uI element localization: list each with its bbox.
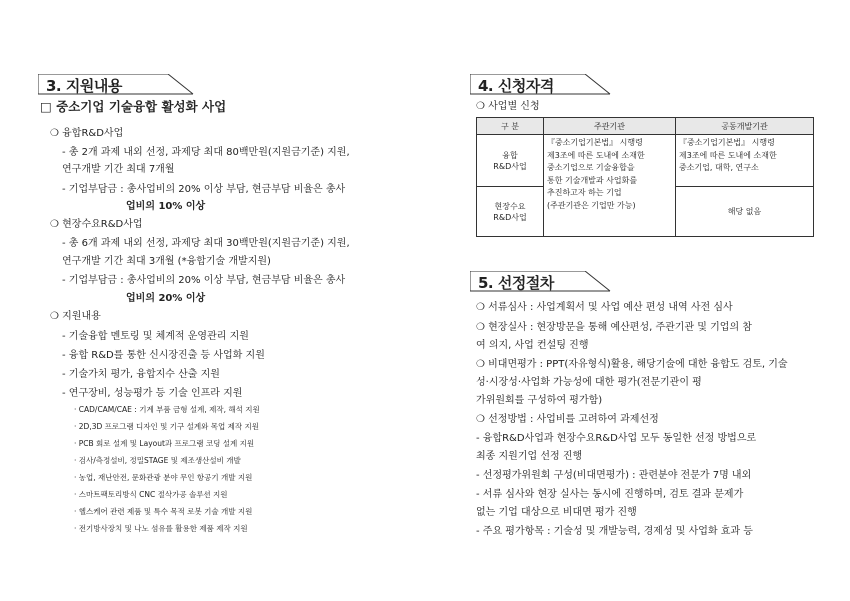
support-sub-item: · 전기방사장치 및 나노 섬유를 활용한 제품 제작 지원 bbox=[74, 524, 248, 533]
step-line: - 서류 심사와 현장 실사는 동시에 진행하며, 검토 결과 문제가 bbox=[476, 489, 744, 500]
support-sub-item: · 2D,3D 프로그램 디자인 및 기구 설계와 목업 제작 지원 bbox=[74, 422, 259, 431]
step-line: 성·시장성·사업화 가능성에 대한 평가(전문기관이 평 bbox=[476, 377, 702, 388]
step-line: 가위원회를 구성하여 평가함) bbox=[476, 395, 603, 406]
row-label: 현장수요 R&D사업 bbox=[477, 187, 544, 237]
business-subtitle: □ 중소기업 기술융합 활성화 사업 bbox=[40, 99, 227, 114]
section5-header bbox=[470, 271, 610, 292]
step-line: - 주요 평가항목 : 기술성 및 개발능력, 경제성 및 사업화 효과 등 bbox=[476, 526, 753, 537]
step-line: 없는 기업 대상으로 비대면 평가 진행 bbox=[476, 507, 637, 518]
rnd-line: - 기업부담금 : 총사업비의 20% 이상 부담, 현금부담 비율은 총사 bbox=[62, 184, 346, 195]
step-line: ❍ 서류심사 : 사업계획서 및 사업 예산 편성 내역 사전 심사 bbox=[476, 302, 733, 313]
section4-header bbox=[470, 74, 610, 95]
rnd-line: 업비의 10% 이상 bbox=[126, 201, 206, 212]
support-sub-item: · 헬스케어 관련 제품 및 특수 목적 로봇 기술 개발 지원 bbox=[74, 507, 253, 516]
rnd-line: 연구개발 기간 최대 7개월 bbox=[62, 164, 175, 175]
section4-sub: ❍ 사업별 신청 bbox=[476, 101, 540, 112]
step-line: ❍ 현장실사 : 현장방문을 통해 예산편성, 주관기관 및 기업의 참 bbox=[476, 322, 752, 333]
joint-cell: 『중소기업기본법』 시행령 제3조에 따른 도내에 소재한 중소기업, 대학, 연구소 bbox=[676, 135, 814, 187]
table-header: 공동개발기관 bbox=[676, 118, 814, 135]
row-label: 융합 R&D사업 bbox=[477, 135, 544, 187]
demand-line: 연구개발 기간 최대 3개월 (*융합기술 개발지원) bbox=[62, 256, 271, 267]
support-item: - 연구장비, 성능평가 등 기술 인프라 지원 bbox=[62, 388, 243, 399]
section4-title: 4. 신청자격 bbox=[478, 77, 554, 95]
step-line: ❍ 선정방법 : 사업비를 고려하여 과제선정 bbox=[476, 414, 659, 425]
step-line: ❍ 비대면평가 : PPT(자유형식)활용, 해당기술에 대한 융합도 검토, 기술 bbox=[476, 359, 788, 370]
demand-line: 업비의 20% 이상 bbox=[126, 293, 206, 304]
support-label: ❍ 지원내용 bbox=[50, 311, 101, 322]
table-header: 주관기관 bbox=[544, 118, 676, 135]
step-line: - 융합R&D사업과 현장수요R&D사업 모두 동일한 선정 방법으로 bbox=[476, 433, 757, 444]
joint-cell: 해당 없음 bbox=[676, 187, 814, 237]
support-sub-item: · 농업, 재난안전, 문화관광 분야 무인 항공기 개발 지원 bbox=[74, 473, 253, 482]
support-item: - 기술융합 멘토링 및 체계적 운영관리 지원 bbox=[62, 331, 249, 342]
support-sub-item: · 검사/측정설비, 정밀STAGE 및 제조생산설비 개발 bbox=[74, 456, 241, 465]
eligibility-table bbox=[476, 117, 814, 237]
demand-line: - 기업부담금 : 총사업비의 20% 이상 부담, 현금부담 비율은 총사 bbox=[62, 275, 346, 286]
demand-line: - 총 6개 과제 내외 선정, 과제당 최대 30백만원(지원금기준) 지원, bbox=[62, 238, 350, 249]
section5-title: 5. 선정절차 bbox=[478, 274, 554, 292]
step-line: - 선정평가위원회 구성(비대면평가) : 관련분야 전문가 7명 내외 bbox=[476, 470, 752, 481]
support-item: - 기술가치 평가, 융합지수 산출 지원 bbox=[62, 369, 220, 380]
rnd-label: ❍ 융합R&D사업 bbox=[50, 128, 124, 139]
section3-header bbox=[38, 74, 193, 95]
step-line: 최종 지원기업 선정 진행 bbox=[476, 451, 583, 462]
support-item: - 융합 R&D를 통한 신시장진출 등 사업화 지원 bbox=[62, 350, 265, 361]
table-header: 구 분 bbox=[477, 118, 544, 135]
lead-institution-cell: 『중소기업기본법』 시행령 제3조에 따른 도내에 소재한 중소기업으로 기술융합을 통한 기술개발과 사업화를 추진하고자 하는 기업 (주관기관은 기업만 가능) bbox=[544, 135, 676, 237]
step-line: 여 의지, 사업 컨설팅 진행 bbox=[476, 340, 589, 351]
rnd-line: - 총 2개 과제 내외 선정, 과제당 최대 80백만원(지원금기준) 지원, bbox=[62, 147, 350, 158]
support-sub-item: · CAD/CAM/CAE : 기계 부품 금형 설계, 제작, 해석 지원 bbox=[74, 405, 260, 414]
section3-title: 3. 지원내용 bbox=[46, 77, 122, 95]
support-sub-item: · 스마트팩토리방식 CNC 절삭가공 솔루션 지원 bbox=[74, 490, 228, 499]
demand-label: ❍ 현장수요R&D사업 bbox=[50, 219, 143, 230]
support-sub-item: · PCB 회로 설계 및 Layout과 프로그램 코딩 설계 지원 bbox=[74, 439, 255, 448]
